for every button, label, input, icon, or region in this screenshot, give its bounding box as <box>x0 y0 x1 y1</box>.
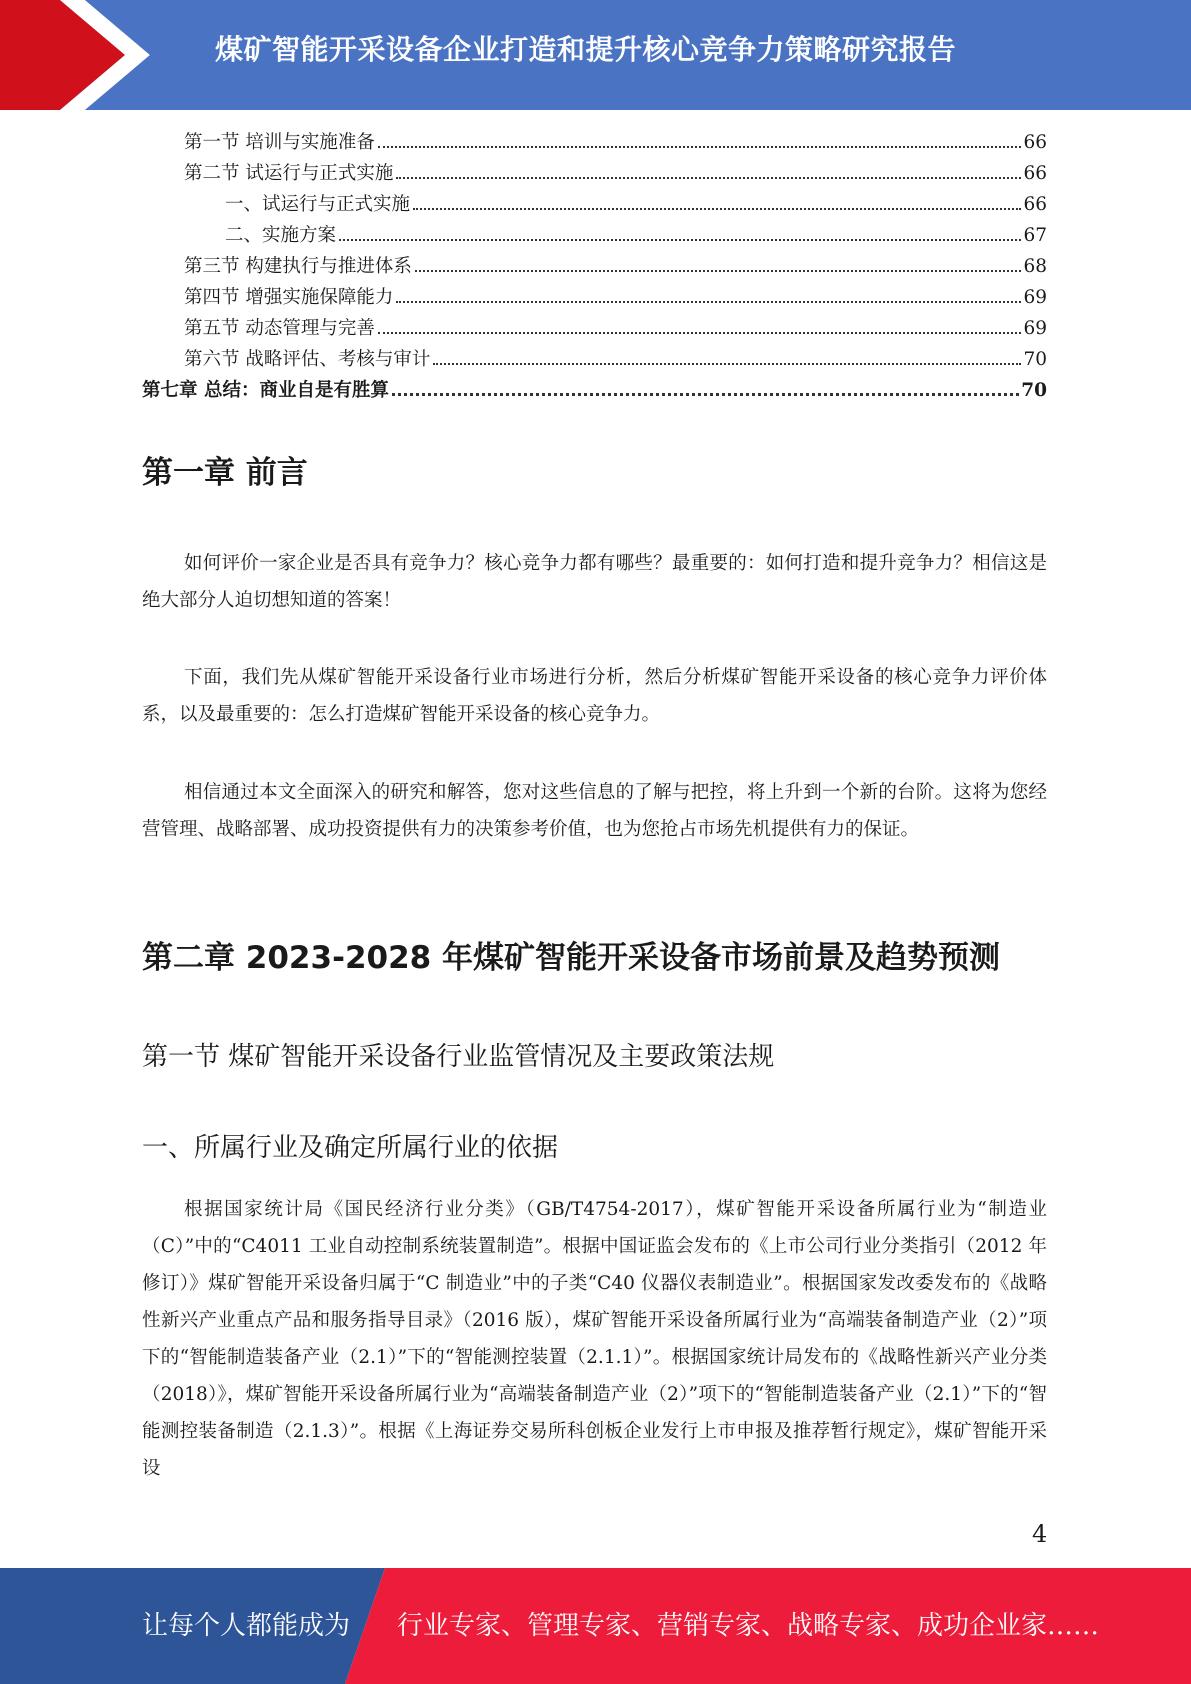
toc-entry-page: 68 <box>1023 256 1047 277</box>
toc-leader-dots <box>433 363 1021 365</box>
toc-entry-page: 66 <box>1023 194 1047 215</box>
chapter-1-paragraph: 如何评价一家企业是否具有竞争力？核心竞争力都有哪些？最重要的：如何打造和提升竞争力？相信这是绝大部分人迫切想知道的答案！ <box>142 553 1047 611</box>
toc-leader-dots <box>413 208 1021 210</box>
footer-slogan-right: 行业专家、管理专家、营销专家、战略专家、成功企业家…… <box>397 1611 1100 1641</box>
chapter-2-paragraph: 根据国家统计局《国民经济行业分类》（GB/T4754-2017），煤矿智能开采设备所属行业为“制造业（C）”中的“C4011 工业自动控制系统装置制造”。根据中国证监会发布的《上市公司行业分类指引（2012 年修订）》煤矿智能开采设备归属于“C 制造业”中的子类“C40 仪器仪表制造业”。根据国家发改委发布的《战略性新兴产业重点产品和服务指导目录》（2016 版），煤矿智能开采设备所属行业为“高端装备制造产业（2）”项下的“智能制造装备产业（2.1）”下的“智能测控装置（2.1.1）”。根据国家统计局发布的《战略性新兴产业分类（2018）》，煤矿智能开采设备所属行业为“高端装备制造产业（2）”项下的“智能制造装备产业（2.1）”下的“智能测控装备制造（2.1.3）”。根据《上海证券交易所科创板企业发行上市申报及推荐暂行规定》，煤矿智能开采设 <box>142 1199 1047 1479</box>
section-heading: 第一节 煤矿智能开采设备行业监管情况及主要政策法规 <box>142 1042 775 1072</box>
page-number: 4 <box>1032 1520 1048 1548</box>
report-title: 煤矿智能开采设备企业打造和提升核心竞争力策略研究报告 <box>215 33 957 66</box>
toc-entry-page: 69 <box>1023 287 1047 308</box>
subsection-heading: 一、所属行业及确定所属行业的依据 <box>142 1133 559 1163</box>
toc-entry-label: 第二节 试运行与正式实施 <box>184 163 394 184</box>
toc-entry-label: 第四节 增强实施保障能力 <box>184 287 394 308</box>
toc-entry[interactable] <box>142 190 1047 221</box>
toc-leader-dots <box>339 239 1021 241</box>
toc-leader-dots <box>415 270 1022 272</box>
toc-entry[interactable] <box>142 159 1047 190</box>
chapter-1-paragraph: 下面，我们先从煤矿智能开采设备行业市场进行分析，然后分析煤矿智能开采设备的核心竞争力评价体系，以及最重要的：怎么打造煤矿智能开采设备的核心竞争力。 <box>142 667 1047 725</box>
table-of-contents <box>142 128 1047 407</box>
toc-leader-dots <box>396 177 1021 179</box>
toc-entry[interactable] <box>142 345 1047 376</box>
toc-entry[interactable] <box>142 283 1047 314</box>
toc-entry-label: 一、试运行与正式实施 <box>225 194 411 215</box>
page-header <box>0 0 1191 110</box>
toc-entry-page: 66 <box>1023 163 1047 184</box>
toc-entry-label: 第一节 培训与实施准备 <box>184 132 375 153</box>
page-footer <box>0 1568 1191 1684</box>
chapter-1-heading: 第一章 前言 <box>142 455 308 491</box>
toc-entry[interactable] <box>142 376 1047 407</box>
toc-entry[interactable] <box>142 314 1047 345</box>
toc-leader-dots <box>396 301 1021 303</box>
toc-entry-label: 第七章 总结：商业自是有胜算 <box>142 380 389 401</box>
toc-leader-dots <box>378 332 1022 334</box>
toc-entry[interactable] <box>142 252 1047 283</box>
toc-entry[interactable] <box>142 221 1047 252</box>
toc-entry[interactable] <box>142 128 1047 159</box>
chapter-1-paragraph: 相信通过本文全面深入的研究和解答，您对这些信息的了解与把控，将上升到一个新的台阶。这将为您经营管理、战略部署、成功投资提供有力的决策参考价值，也为您抢占市场先机提供有力的保证。 <box>142 782 1047 840</box>
toc-entry-label: 二、实施方案 <box>225 225 337 246</box>
toc-leader-dots <box>392 393 1019 396</box>
toc-entry-page: 67 <box>1023 225 1047 246</box>
chapter-2-heading: 第二章 2023-2028 年煤矿智能开采设备市场前景及趋势预测 <box>142 940 1001 976</box>
toc-entry-page: 69 <box>1023 318 1047 339</box>
toc-entry-label: 第三节 构建执行与推进体系 <box>184 256 412 277</box>
toc-entry-page: 70 <box>1023 349 1047 370</box>
toc-entry-label: 第五节 动态管理与完善 <box>184 318 375 339</box>
toc-leader-dots <box>378 146 1022 148</box>
toc-entry-label: 第六节 战略评估、考核与审计 <box>184 349 431 370</box>
footer-slogan-left: 让每个人都能成为 <box>142 1611 351 1641</box>
toc-entry-page: 66 <box>1023 132 1047 153</box>
toc-entry-page: 70 <box>1021 380 1047 401</box>
